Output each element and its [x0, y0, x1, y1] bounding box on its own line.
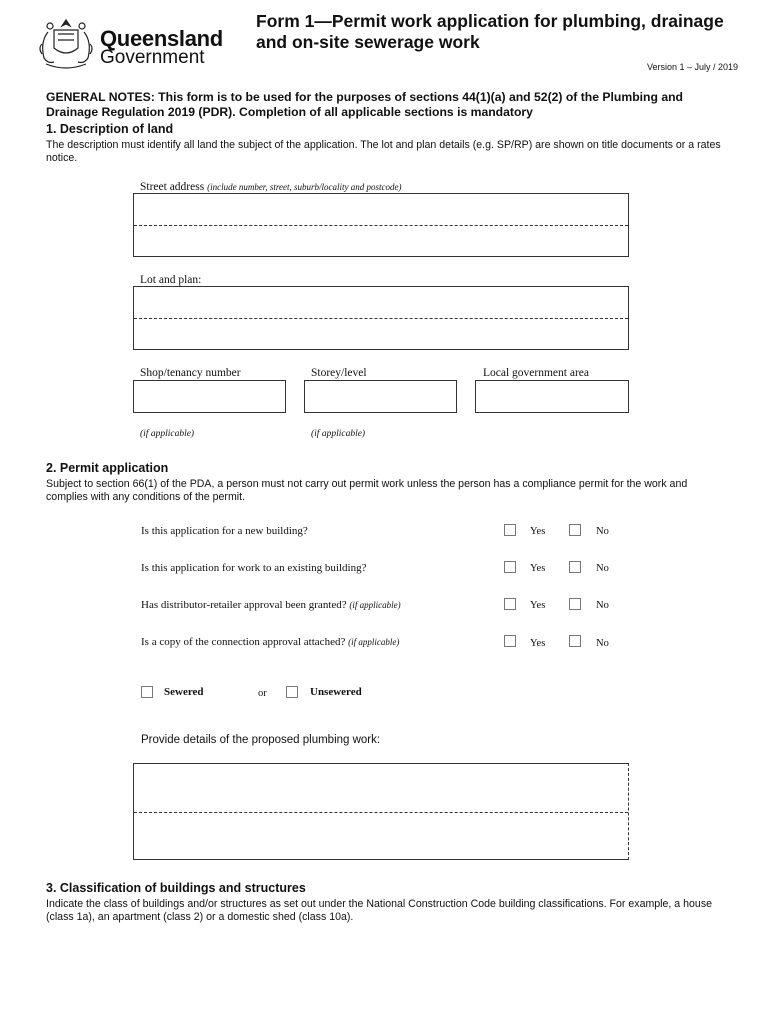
unsewered-label: Unsewered [310, 686, 362, 698]
section-3-heading: 3. Classification of buildings and structures [46, 881, 306, 895]
logo-government-text: Government [100, 47, 205, 68]
plumbing-details-field[interactable] [133, 763, 629, 860]
no-label: No [596, 526, 609, 537]
section-1-description: The description must identify all land the subject of the application. The lot and plan details (e.g. SP/RP) are shown on title documents or a rates notice. [46, 139, 721, 164]
shop-tenancy-field[interactable] [133, 380, 286, 413]
version-label: Version 1 – July / 2019 [646, 62, 738, 72]
sewered-label: Sewered [164, 686, 204, 698]
existing-building-no-checkbox[interactable] [569, 561, 581, 573]
lot-and-plan-label: Lot and plan: [140, 274, 202, 286]
local-government-area-field[interactable] [475, 380, 629, 413]
street-address-label: Street address (include number, street, suburb/locality and postcode) [140, 181, 402, 193]
queensland-crest-logo [36, 14, 96, 72]
general-notes: GENERAL NOTES: This form is to be used for the purposes of sections 44(1)(a) and 52(2) of the Plumbing and Drainage Regulation 2019 (PDR). Completion of all applicable sections is mandatory [46, 90, 683, 119]
distributor-approval-yes-checkbox[interactable] [504, 598, 516, 610]
new-building-yes-checkbox[interactable] [504, 524, 516, 536]
shop-tenancy-label: Shop/tenancy number [140, 367, 241, 379]
sewered-checkbox[interactable] [141, 686, 153, 698]
yes-label: Yes [530, 600, 546, 611]
question-new-building: Is this application for a new building? [141, 525, 308, 537]
section-1-heading: 1. Description of land [46, 122, 174, 136]
yes-label: Yes [530, 526, 546, 537]
no-label: No [596, 563, 609, 574]
or-label: or [258, 688, 267, 699]
shop-if-applicable-note: (if applicable) [140, 429, 195, 439]
street-address-field[interactable] [133, 193, 629, 257]
distributor-approval-no-checkbox[interactable] [569, 598, 581, 610]
street-address-hint: (include number, street, suburb/locality and postcode) [207, 182, 402, 192]
no-label: No [596, 638, 609, 649]
existing-building-yes-checkbox[interactable] [504, 561, 516, 573]
lot-and-plan-field[interactable] [133, 286, 629, 350]
unsewered-checkbox[interactable] [286, 686, 298, 698]
question-distributor-approval: Has distributor-retailer approval been granted? (if applicable) [141, 599, 401, 611]
storey-if-applicable-note: (if applicable) [311, 429, 366, 439]
storey-level-field[interactable] [304, 380, 457, 413]
new-building-no-checkbox[interactable] [569, 524, 581, 536]
no-label: No [596, 600, 609, 611]
section-3-description: Indicate the class of buildings and/or structures as set out under the National Construction Code building classifications. For example, a house (class 1a), an apartment (class 2) or a domestic shed (class 10a). [46, 898, 713, 923]
section-2-heading: 2. Permit application [46, 461, 169, 475]
connection-approval-no-checkbox[interactable] [569, 635, 581, 647]
plumbing-details-label: Provide details of the proposed plumbing work: [141, 734, 381, 746]
local-government-area-label: Local government area [483, 367, 589, 379]
yes-label: Yes [530, 563, 546, 574]
form-title: Form 1—Permit work application for plumbing, drainage and on-site sewerage work [256, 11, 724, 52]
storey-level-label: Storey/level [311, 367, 367, 379]
section-2-description: Subject to section 66(1) of the PDA, a person must not carry out permit work unless the person has a compliance permit for the work and complies with any conditions of the permit. [46, 478, 688, 503]
yes-label: Yes [530, 638, 546, 649]
connection-approval-yes-checkbox[interactable] [504, 635, 516, 647]
question-existing-building: Is this application for work to an existing building? [141, 562, 367, 574]
logo-queensland-text: Queensland [100, 26, 223, 51]
question-connection-approval: Is a copy of the connection approval attached? (if applicable) [141, 636, 400, 648]
